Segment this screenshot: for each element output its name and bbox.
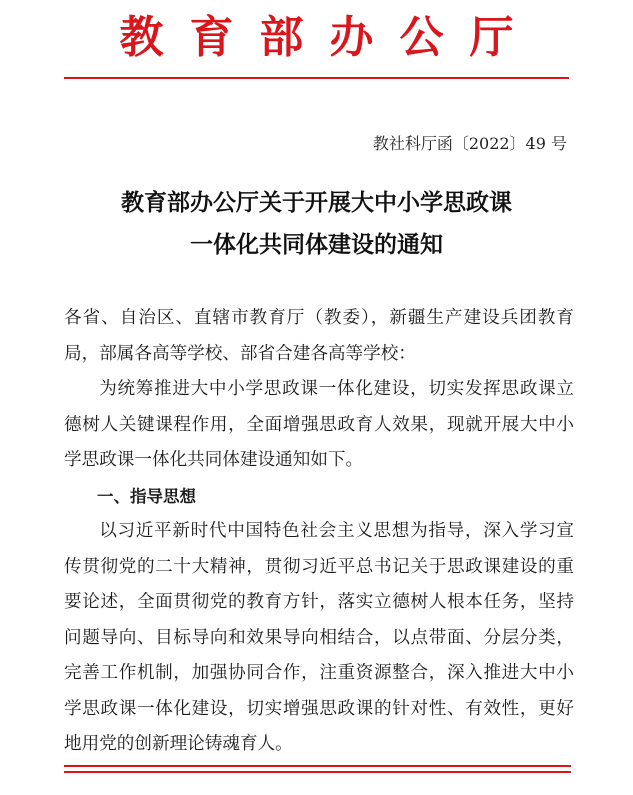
title-line-1: 教育部办公厅关于开展大中小学思政课 xyxy=(121,190,512,216)
footer-rule-thin xyxy=(64,771,571,773)
letterhead-title: 教育部办公厅 xyxy=(119,12,540,63)
intro-paragraph: 为统筹推进大中小学思政课一体化建设，切实发挥思政课立德树人关键课程作用，全面增强思政育人效果，现就开展大中小学思政课一体化共同体建设通知如下。 xyxy=(64,379,574,470)
document-body xyxy=(64,301,574,763)
section-heading: 一、指导思想 xyxy=(97,486,196,506)
document-title xyxy=(0,182,633,266)
document-number: 教社科厅函〔2022〕49 号 xyxy=(372,134,567,153)
title-line-2: 一体化共同体建设的通知 xyxy=(190,232,443,258)
section-paragraph: 以习近平新时代中国特色社会主义思想为指导，深入学习宣传贯彻党的二十大精神，贯彻习近平总书记关于思政课建设的重要论述，全面贯彻党的教育方针，落实立德树人根本任务，坚持问题导向、目标导向和效果导向相结合，以点带面、分层分类，完善工作机制，加强协同合作，注重资源整合，深入推进大中小学思政课一体化建设，切实增强思政课的针对性、有效性，更好地用党的创新理论铸魂育人。 xyxy=(64,521,574,754)
salutation: 各省、自治区、直辖市教育厅（教委），新疆生产建设兵团教育局，部属各高等学校、部省合建各高等学校： xyxy=(64,308,574,364)
footer-rule-thick xyxy=(64,765,571,767)
letterhead-rule xyxy=(64,77,569,79)
